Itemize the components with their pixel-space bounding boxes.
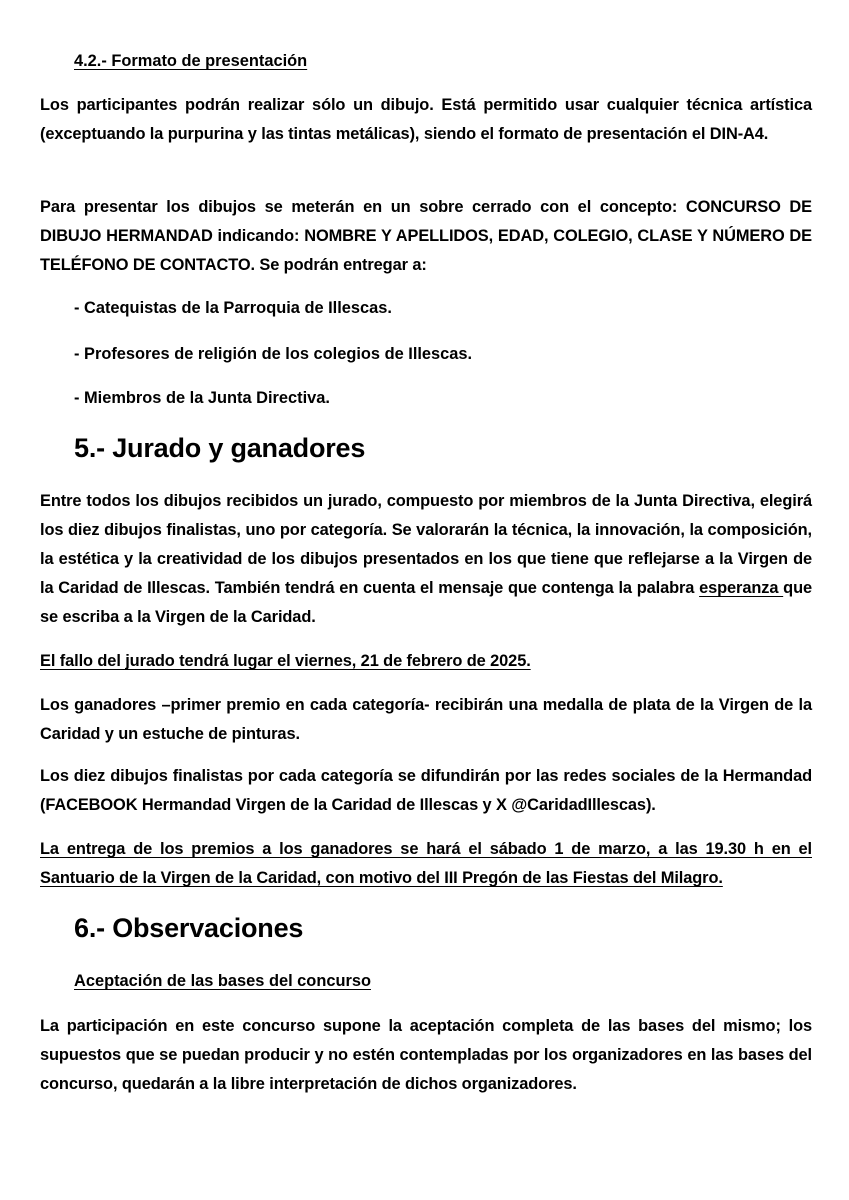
section-5-heading: 5.- Jurado y ganadores — [74, 433, 366, 463]
section-6-heading: 6.- Observaciones — [74, 913, 304, 943]
keyword-esperanza: esperanza — [699, 579, 784, 597]
section-6-subheading: Aceptación de las bases del concurso — [74, 972, 371, 990]
section-4-2-paragraph-2: Para presentar los dibujos se meterán en un sobre cerrado con el concepto: CONCURSO DE DIBUJO HERMANDAD indicando: NOMBRE Y APELLIDOS, EDAD, COLEGIO, CLASE Y NÚMERO DE TELÉFONO DE CONTACTO. Se podrán entregar a: — [40, 198, 812, 274]
difusion-paragraph: Los diez dibujos finalistas por cada categoría se difundirán por las redes sociales de la Hermandad (FACEBOOK Hermandad Virgen de la Caridad de Illescas y X @CaridadIllescas). — [40, 767, 812, 814]
section-4-2-paragraph-1: Los participantes podrán realizar sólo un dibujo. Está permitido usar cualquier técnica artística (exceptuando la purpurina y las tintas metálicas), siendo el formato de presentación el DIN-A4. — [40, 96, 812, 143]
jurado-text-end: que se escriba a la Virgen de la Caridad. — [40, 579, 813, 626]
section-5-paragraph-jurado — [40, 487, 812, 632]
fallo-date-text: El fallo del jurado tendrá lugar el viernes, 21 de febrero de 2025. — [40, 652, 531, 670]
list-item-catequistas: - Catequistas de la Parroquia de Illescas. — [74, 299, 392, 317]
section-4-2-title: 4.2.- Formato de presentación — [74, 52, 308, 70]
list-item-junta: - Miembros de la Junta Directiva. — [74, 389, 330, 407]
jurado-text-start: Entre todos los dibujos recibidos un jurado, compuesto por miembros de la Junta Directiva, elegirá los diez dibujos finalistas, uno por categoría. Se valorarán la técnica, la innovación, la composición, la estética y la creatividad de los dibujos presentados en los que tiene que reflejarse a la Virgen de la Caridad de Illescas. También tendrá en cuenta el mensaje que contenga la palabra — [40, 492, 812, 597]
section-6-paragraph: La participación en este concurso supone la aceptación completa de las bases del mismo; los supuestos que se puedan producir y no estén contempladas por los organizadores en las bases del concurso, quedarán a la libre interpretación de dichos organizadores. — [40, 1017, 812, 1093]
entrega-premios-paragraph: La entrega de los premios a los ganadores se hará el sábado 1 de marzo, a las 19.30 h en el Santuario de la Virgen de la Caridad, con motivo del III Pregón de las Fiestas del Milagro. — [40, 840, 812, 887]
premios-paragraph: Los ganadores –primer premio en cada categoría- recibirán una medalla de plata de la Virgen de la Caridad y un estuche de pinturas. — [40, 696, 812, 743]
list-item-profesores: - Profesores de religión de los colegios de Illescas. — [74, 345, 473, 363]
